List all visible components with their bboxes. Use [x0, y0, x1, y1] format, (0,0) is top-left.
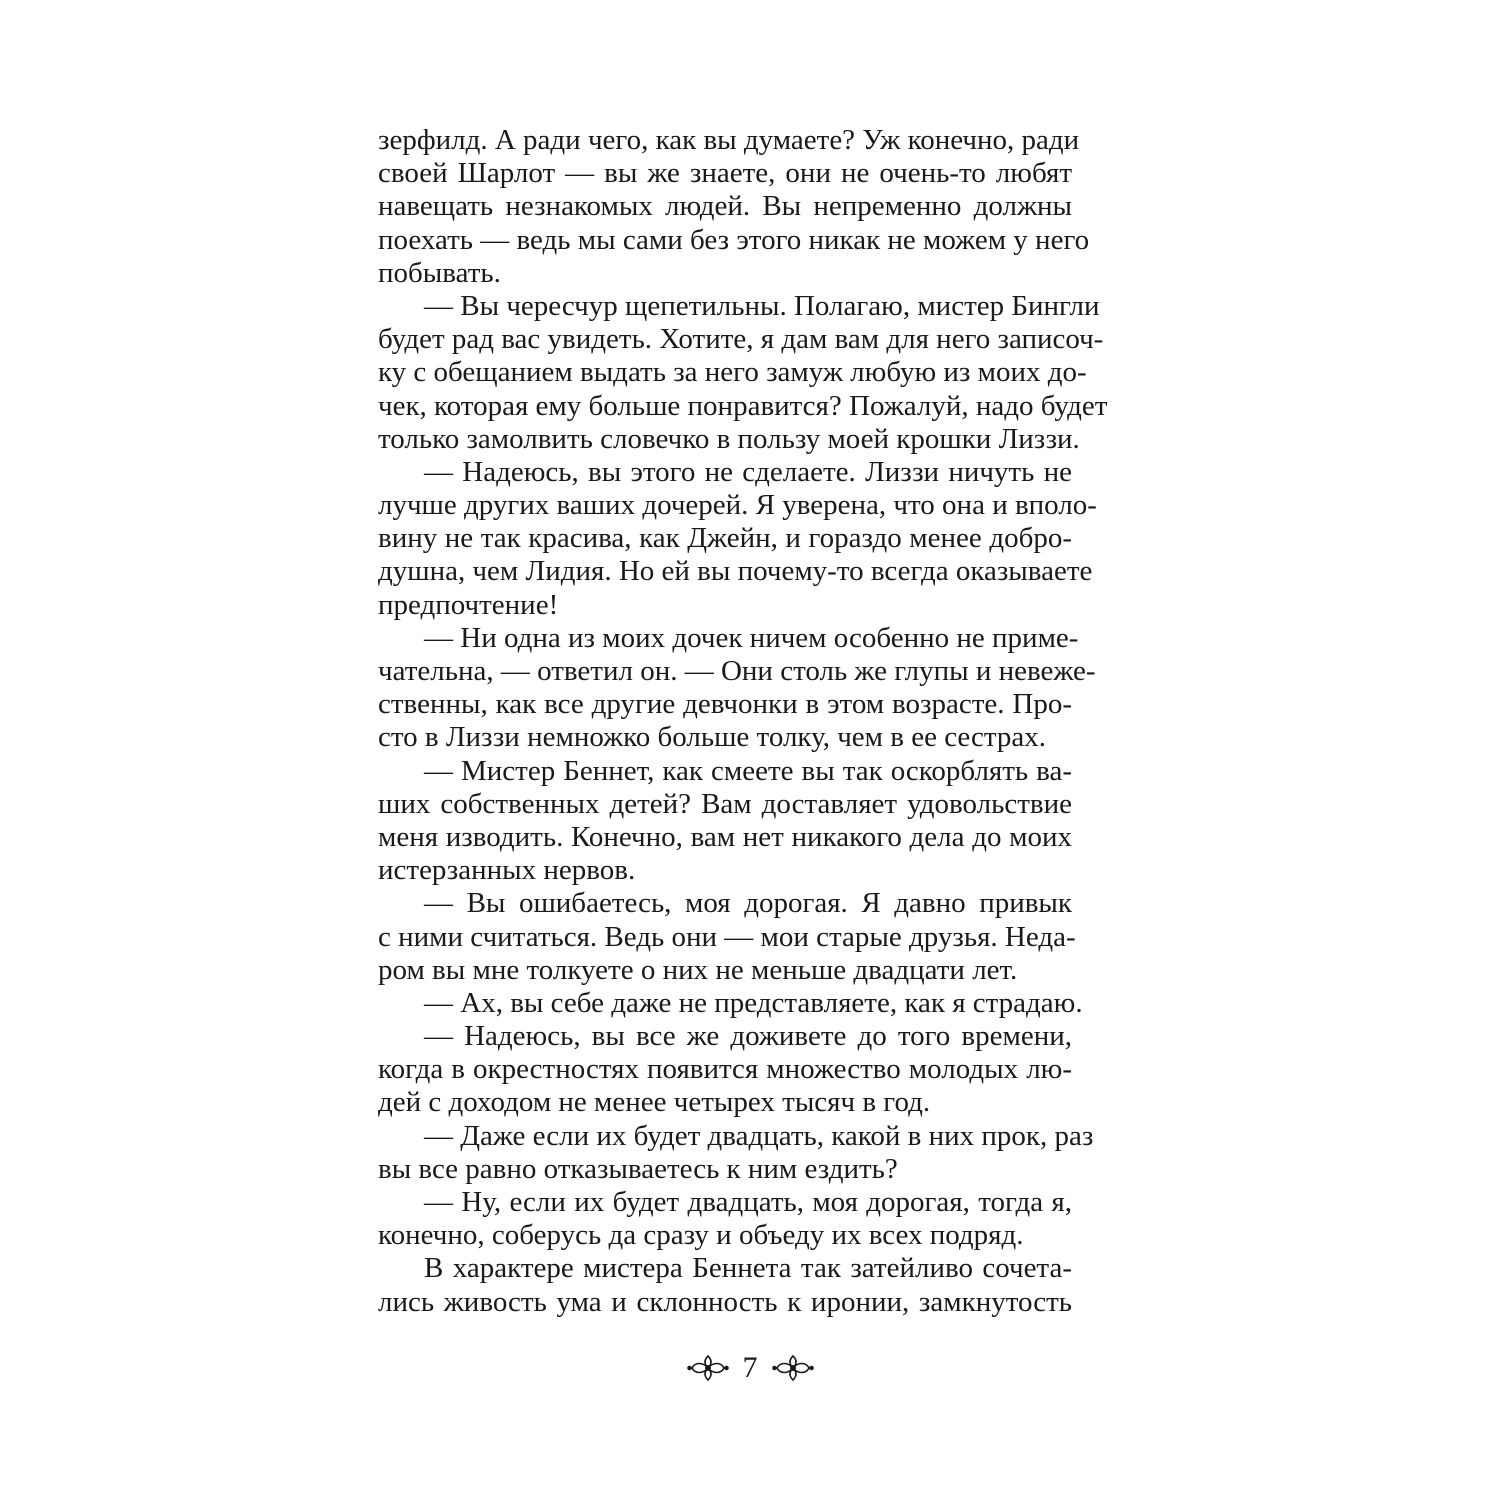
text-line: ственны, как все другие девчонки в этом возрасте. Про-: [378, 688, 1072, 721]
text-line: — Ни одна из моих дочек ничем особенно не приме-: [424, 621, 1079, 654]
page-number: 7: [742, 1351, 758, 1384]
text-line: предпочтение!: [378, 588, 559, 621]
text-line: побывать.: [378, 256, 501, 289]
text-line: конечно, соберусь да сразу и объеду их всех подряд.: [378, 1219, 1024, 1252]
paragraph: [378, 455, 1097, 622]
paragraph: [378, 1186, 1072, 1252]
text-line: дей с доходом не менее четырех тысяч в год.: [378, 1086, 931, 1119]
text-line: сто в Лиззи немножко больше толку, чем в ее сестрах.: [378, 721, 1047, 754]
text-line: лись живость ума и склонность к иронии, замкнутость: [378, 1285, 1072, 1318]
text-line: своей Шарлот — вы же знаете, они не очень-то любят: [378, 157, 1072, 190]
text-line: истерзанных нервов.: [378, 854, 636, 887]
text-line: — Вы ошибаетесь, моя дорогая. Я давно привык: [424, 887, 1072, 920]
text-line: — Даже если их будет двадцать, какой в них прок, раз: [424, 1119, 1094, 1152]
text-line: — Надеюсь, вы все же доживете до того времени,: [424, 1020, 1072, 1053]
text-line: будет рад вас увидеть. Хотите, я дам вам для него записоч-: [378, 323, 1104, 356]
paragraph: [378, 1020, 1072, 1120]
text-line: — Ну, если их будет двадцать, моя дорогая, тогда я,: [424, 1186, 1072, 1218]
fleuron-right-icon: [772, 1353, 814, 1383]
text-line: чательна, — ответил он. — Они столь же глупы и невеже-: [378, 655, 1096, 687]
text-line: только замолвить словечко в пользу моей крошки Лиззи.: [378, 422, 1080, 455]
paragraph: [378, 887, 1076, 987]
text-line: ку с обещанием выдать за него замуж любую из моих до-: [378, 356, 1087, 389]
book-page-text: [378, 124, 1108, 1319]
paragraph: [378, 755, 1072, 888]
text-line: поехать — ведь мы сами без этого никак не можем у него: [378, 223, 1090, 256]
page-footer: [0, 1346, 1500, 1390]
text-line: — Вы чересчур щепетильны. Полагаю, мистер Бингли: [424, 289, 1100, 322]
fleuron-left-icon: [687, 1353, 729, 1383]
text-line: чек, которая ему больше понравится? Пожалуй, надо будет: [378, 389, 1108, 422]
text-line: — Ах, вы себе даже не представляете, как я страдаю.: [424, 986, 1083, 1019]
paragraph: [378, 1252, 1072, 1318]
text-line: ром вы мне толкуете о них не меньше двадцати лет.: [378, 953, 1018, 986]
text-line: меня изводить. Конечно, вам нет никакого дела до моих: [378, 820, 1072, 853]
text-line: — Мистер Беннет, как смеете вы так оскорблять ва-: [424, 754, 1072, 787]
text-line: — Надеюсь, вы этого не сделаете. Лиззи ничуть не: [424, 455, 1072, 488]
text-line: навещать незнакомых людей. Вы непременно должны: [378, 190, 1072, 223]
text-line: ших собственных детей? Вам доставляет удовольствие: [378, 787, 1072, 820]
paragraph: [378, 124, 1090, 290]
paragraph: [378, 1119, 1094, 1186]
text-line: с ними считаться. Ведь они — мои старые друзья. Неда-: [378, 920, 1076, 953]
text-line: В характере мистера Беннета так затейливо сочета-: [424, 1252, 1072, 1285]
text-line: зерфилд. А ради чего, как вы думаете? Уж конечно, ради: [378, 124, 1080, 156]
text-line: вину не так красива, как Джейн, и гораздо менее добро-: [378, 522, 1072, 555]
text-line: вы все равно отказываетесь к ним ездить?: [378, 1152, 898, 1185]
paragraph: [378, 621, 1096, 755]
text-line: когда в окрестностях появится множество молодых лю-: [378, 1053, 1072, 1086]
paragraph: [378, 289, 1108, 456]
paragraph: [378, 986, 1083, 1020]
text-line: лучше других ваших дочерей. Я уверена, что она и вполо-: [378, 489, 1097, 522]
text-line: душна, чем Лидия. Но ей вы почему-то всегда оказываете: [378, 555, 1093, 588]
